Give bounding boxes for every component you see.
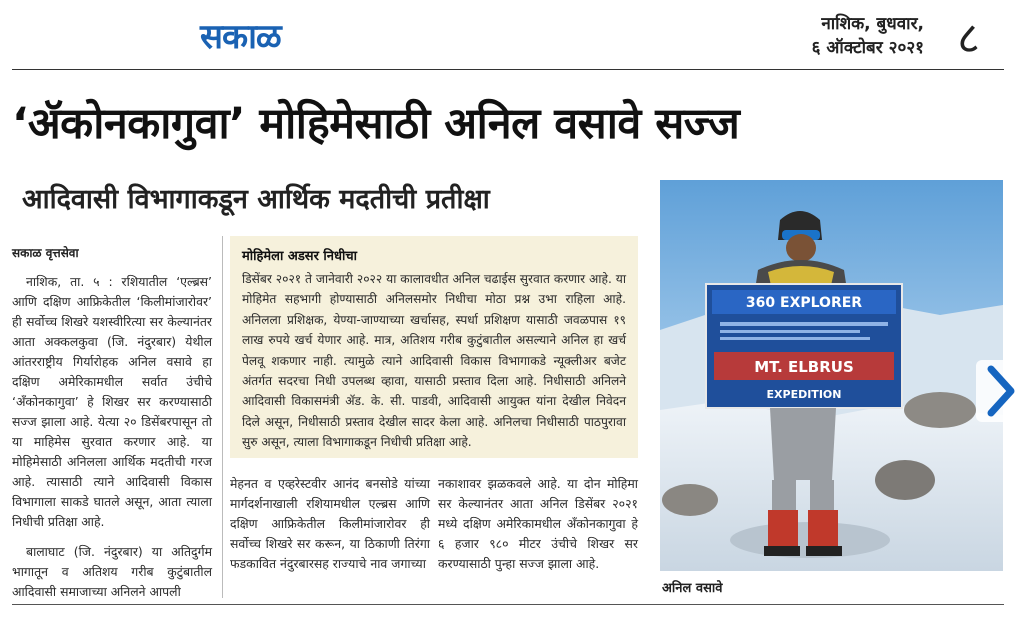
subheadline: आदिवासी विभागाकडून आर्थिक मदतीची प्रतीक्षा [22,184,490,215]
page-number: ८ [957,13,980,64]
bottom-rule [12,604,1004,605]
banner-footer: EXPEDITION [766,388,842,401]
top-rule [12,69,1004,70]
climber-photo [660,180,1003,571]
paragraph: बालाघाट (जि. नंदुरबार) या अतिदुर्गम भागातून व अतिशय गरीब कुटुंबातील आदिवासी समाजाच्या अनिलने आपली [12,544,212,599]
paragraph: नकाशावर झळकवले आहे. या दोन मोहिमा सर केल्यानंतर आता अनिल डिसेंबर २०२१ मध्ये दक्षिण अमेरिकामधील अँकोनकागुवा हे ६ हजार ९८० मीटर उंचीचे शिखर सर करण्यासाठी पुन्हा सज्ज झाला आहे. [438,476,638,571]
next-page-button[interactable] [976,360,1024,422]
article-column-3 [438,474,638,574]
headline: ‘ॲकोनकागुवा’ मोहिमेसाठी अनिल वसावे सज्ज [12,99,740,149]
article-column-1 [12,272,212,602]
sidebar-box-body: डिसेंबर २०२१ ते जानेवारी २०२२ या कालावधीत अनिल चढाईस सुरवात करणार आहे. या मोहिमेत सहभागी होण्यासाठी अनिलसमोर निधीचा मोठा प्रश्न उभा राहिला आहे. अनिलला प्रशिक्षक, येण्या-जाण्याच्या खर्चासह, स्पर्धा प्रशिक्षण यासाठी जवळपास १९ लाख रुपये खर्च येणार आहे. मात्र, अतिशय गरीब कुटुंबातील असल्याने अनिल हा खर्च पेलवू शकणार नाही. त्यामुळे त्याने आदिवासी विकास विभागाकडे न्यूक्लीअर बजेट अंतर्गत सदरचा निधी उपलब्ध व्हावा, यासाठी प्रस्ताव दिला आहे. निधीसाठी अनिलने आदिवासी विकासमंत्री ॲड. के. सी. पाडवी, आदिवासी आयुक्त यांना देखील निवेदन दिले असून, निधीसाठी प्रस्ताव देखील सादर केला आहे. अनिलचा निधीसाठी पाठपुरावा सुरु असून, त्याला विभागाकडून निधीची प्रतिक्षा आहे. [242,272,626,450]
sidebar-box-title: मोहिमेला अडसर निधीचा [242,249,357,264]
photo-illustration [660,180,1003,571]
column-divider [222,236,223,598]
banner-title: 360 EXPLORER [745,295,863,311]
dateline-place-day: नाशिक, बुधवार, [821,14,924,34]
banner-peak: MT. ELBRUS [754,358,854,376]
paragraph: मेहनत व एव्हरेस्टवीर आनंद बनसोडे यांच्या मार्गदर्शनाखाली रशियामधील एल्ब्रस आणि दक्षिण आफ्रिकेतील किलीमांजारोवर ही सर्वोच्च शिखरे सर करून, या ठिकाणी तिरंगा फडकावित नंदुरबारसह राज्याचे नाव जगाच्या [230,476,430,571]
paragraph: नाशिक, ता. ५ : रशियातील ‘एल्ब्रस’ आणि दक्षिण आफ्रिकेतील ‘किलीमांजारोवर’ ही सर्वोच्च शिखरे यशस्वीरित्या सर केल्यानंतर आता अक्कलकुवा (जि. नंदुरबार) येथील आंतरराष्ट्रीय गिर्यारोहक अनिल वसावे हा दक्षिण अमेरिकामधील सर्वात उंचीचे ‘अँकोनकागुवा’ हे शिखर सर करण्यासाठी सज्ज झाला आहे. येत्या २० डिसेंबरपासून तो या माहिमेस सुरवात करणार आहे. या मोहिमेसाठी अनिलला आर्थिक मदतीची गरज आहे. त्यासाठी त्याने आदिवासी विकास विभागाला साकडे घातले असून, आता त्याला निधीची प्रतिक्षा आहे. [12,274,212,529]
masthead-logo: सकाळ [200,17,281,57]
byline: सकाळ वृत्तसेवा [12,246,79,260]
chevron-right-icon [985,365,1015,417]
sidebar-box [230,236,638,458]
photo-caption: अनिल वसावे [662,581,723,596]
dateline [812,12,924,60]
dateline-date: ६ ऑक्टोबर २०२१ [811,38,924,58]
article-column-2 [230,474,430,574]
